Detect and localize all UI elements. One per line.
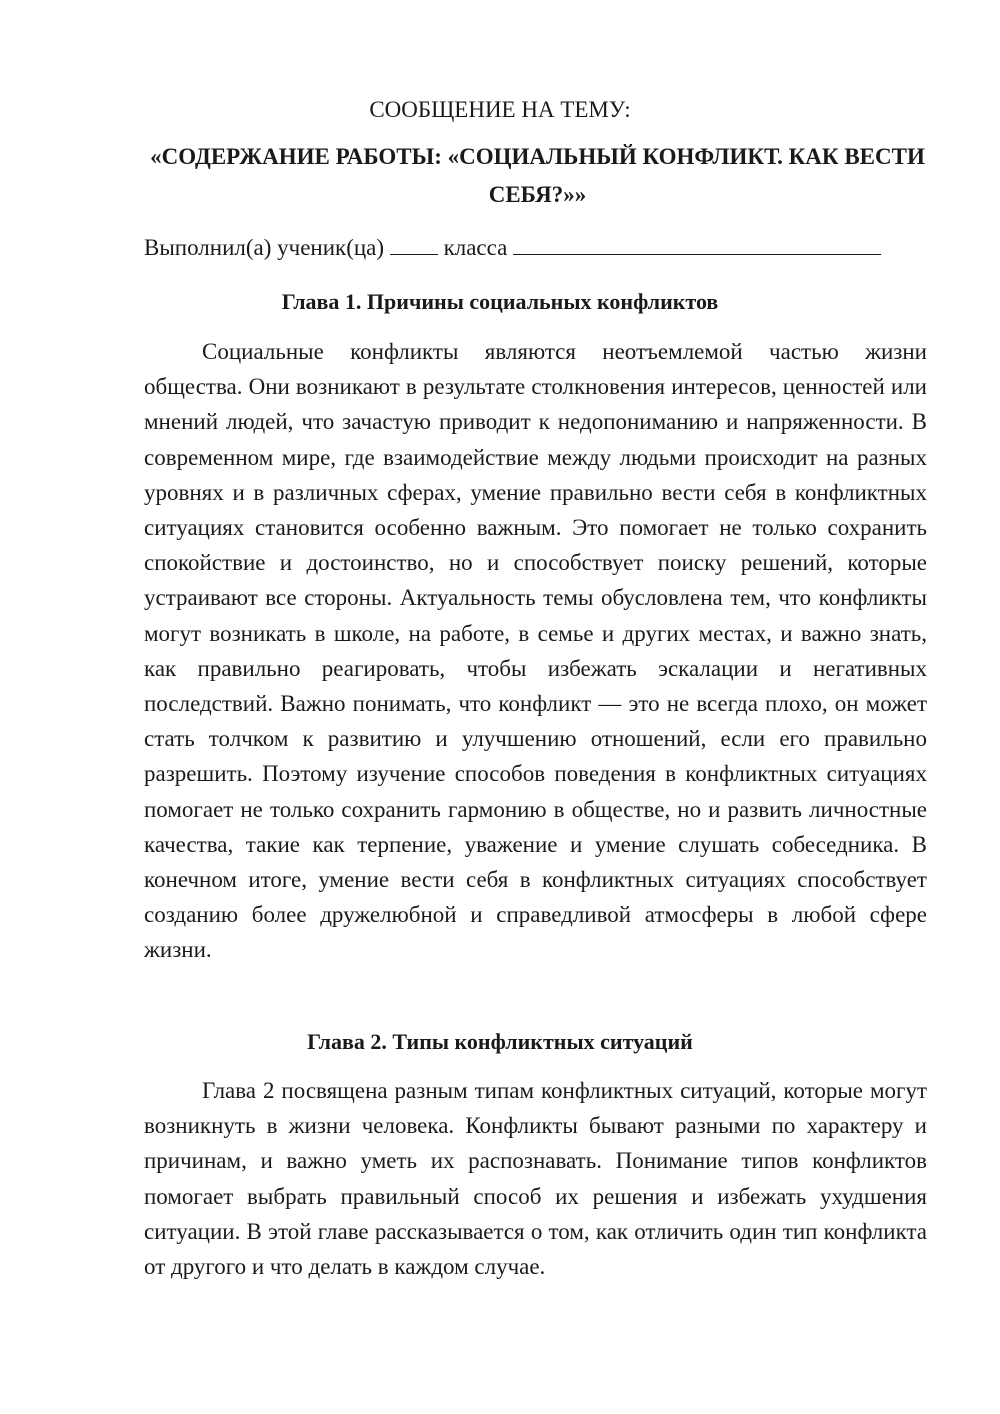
name-blank-line: [513, 232, 881, 255]
chapter-1-heading: Глава 1. Причины социальных конфликтов: [281, 289, 719, 314]
report-label: СООБЩЕНИЕ НА ТЕМУ:: [369, 97, 631, 122]
class-blank-line: [390, 232, 438, 255]
class-label: класса: [443, 235, 508, 260]
chapter-2-body: Глава 2 посвящена разным типам конфликтных ситуаций, которые могут возникнуть в жизни человека. Конфликты бывают разными по характеру и причинам, и важно уметь их распознавать. Понимание типов конфликтов помогает выбрать правильный способ их решения и избежать ухудшения ситуации. В этой главе рассказывается о том, как отличить один тип конфликта от другого и что делать в каждом случае.: [144, 1078, 927, 1280]
chapter-1-body: Социальные конфликты являются неотъемлемой частью жизни общества. Они возникают в результате столкновения интересов, ценностей или мнений людей, что зачастую приводит к недопониманию и напряженности. В современном мире, где взаимодействие между людьми происходит на разных уровнях и в различных сферах, умение правильно вести себя в конфликтных ситуациях становится особенно важным. Это помогает не только сохранить спокойствие и достоинство, но и способствует поиску решений, которые устраивают все стороны. Актуальность темы обусловлена тем, что конфликты могут возникать в школе, на работе, в семье и других местах, и важно знать, как правильно реагировать, чтобы избежать эскалации и негативных последствий. Важно понимать, что конфликт — это не всегда плохо, он может стать толчком к развитию и улучшению отношений, если его правильно разрешить. Поэтому изучение способов поведения в конфликтных ситуациях помогает не только сохранить гармонию в обществе, но и развить личностные качества, такие как терпение, уважение и умение слушать собеседника. В конечном итоге, умение вести себя в конфликтных ситуациях способствует созданию более дружелюбной и справедливой атмосферы в любой сфере жизни.: [144, 339, 927, 963]
report-title: «СОДЕРЖАНИЕ РАБОТЫ: «СОЦИАЛЬНЫЙ КОНФЛИКТ. КАК ВЕСТИ СЕБЯ?»»: [150, 144, 925, 207]
chapter-2-heading: Глава 2. Типы конфликтных ситуаций: [307, 1029, 693, 1054]
author-prefix: Выполнил(а) ученик(ца): [144, 235, 385, 260]
author-line: [144, 232, 934, 264]
